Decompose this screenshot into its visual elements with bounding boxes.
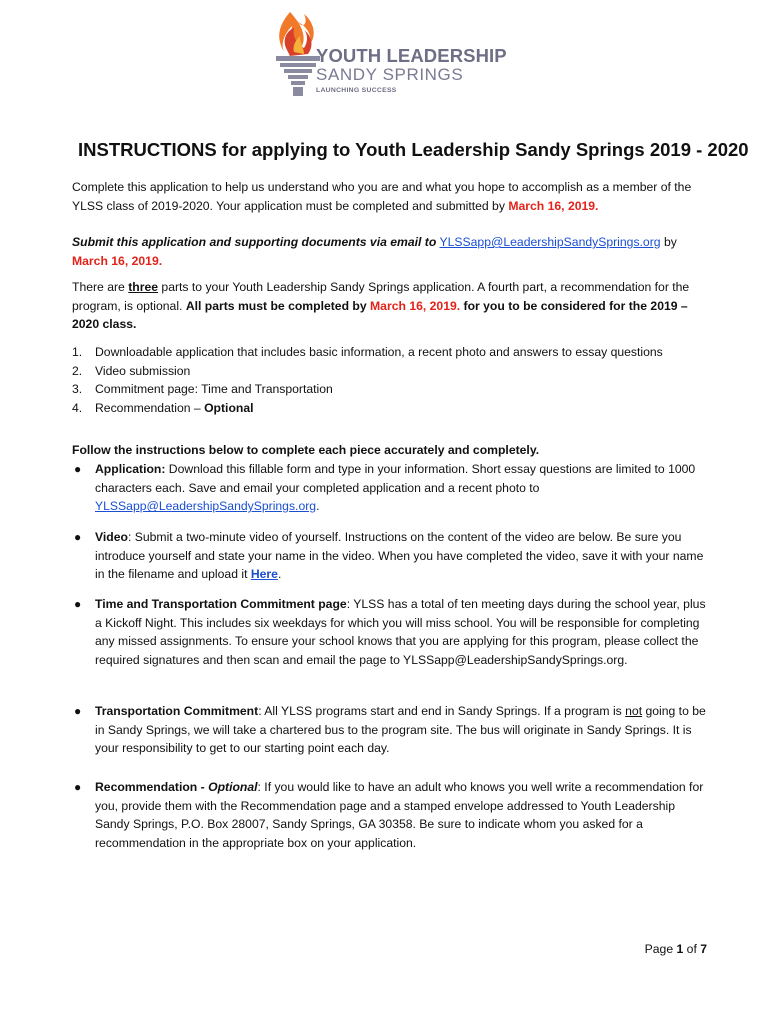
parts-text-1: There are (72, 280, 129, 294)
follow-heading: Follow the instructions below to complete each piece accurately and completely. (72, 443, 540, 457)
logo-line-2: SANDY SPRINGS (316, 65, 464, 84)
bullet-icon: ● (74, 704, 82, 718)
intro-text: Complete this application to help us understand who you are and what you hope to accomplish as a member of the YLSS class of 2019-2020. Your application must be completed and submitted by (72, 180, 692, 213)
numbered-list (72, 343, 712, 417)
bullet-icon: ● (74, 780, 82, 794)
submit-by: by (663, 235, 677, 249)
ylss-logo (268, 8, 518, 100)
page-title: INSTRUCTIONS for applying to Youth Leadership Sandy Springs 2019 - 2020 (78, 139, 749, 160)
page-number: Page 1 of 7 (644, 942, 707, 956)
logo-line-3: LAUNCHING SUCCESS (316, 87, 397, 94)
bullet-recommendation: ● Recommendation - Optional: If you would like to have an adult who knows you well write a recommendation for you, provide them with the Recommendation page and a stamped envelope addressed to Youth Leadership Sandy Springs, P.O. Box 28007, Sandy Springs, GA 30358. Be sure to indicate whom you asked for a recommendation in the appropriate box on your application. (74, 780, 704, 850)
bullet-time-commitment: ● Time and Transportation Commitment page: YLSS has a total of ten meeting days during the school year, plus a Kickoff Night. This includes six weekdays for which you will miss school. You will be responsible for completing any missed assignments. To ensure your school knows that you are applying for this program, please collect the required signatures and then scan and email the page to YLSSapp@LeadershipSandySprings.org. (74, 597, 706, 667)
intro-paragraph (72, 178, 712, 215)
logo-line-1: YOUTH LEADERSHIP (316, 45, 507, 66)
bullet-icon: ● (74, 597, 82, 611)
bullet-video: ● Video: Submit a two-minute video of yourself. Instructions on the content of the video are below. Be sure you introduce yourself and state your name in the video. When you have completed the video, save it with your name in the filename and upload it Here. (74, 530, 704, 582)
submit-email-link[interactable]: YLSSapp@LeadershipSandySprings.org (439, 235, 661, 249)
intro-deadline: March 16, 2019. (508, 198, 599, 213)
submit-deadline: March 16, 2019. (72, 253, 163, 268)
application-email-link[interactable]: YLSSapp@LeadershipSandySprings.org (95, 499, 317, 514)
parts-paragraph (72, 278, 712, 334)
list-item: 2. Video submission (72, 363, 191, 378)
submit-text: Submit this application and supporting documents via email to (72, 235, 437, 249)
parts-deadline: March 16, 2019. (370, 298, 461, 313)
parts-bold-1: All parts must be completed by (185, 298, 371, 313)
parts-text-2: parts to your Youth Leadership Sandy Springs application. A fourth part, a recommendation for the program, is optional. (72, 280, 690, 313)
list-item: 3. Commitment page: Time and Transportation (72, 382, 333, 397)
bullet-icon: ● (74, 462, 82, 476)
bullet-transportation: ● Transportation Commitment: All YLSS programs start and end in Sandy Springs. If a program is not going to be in Sandy Springs, we will take a chartered bus to the program site. The bus will originate in Sandy Springs. It is your responsibility to get to our starting point each day. (74, 704, 706, 756)
bullet-icon: ● (74, 530, 82, 544)
parts-bold-2: for you to be considered for the 2019 – 2020 class. (72, 298, 688, 332)
list-item: 1. Downloadable application that includes basic information, a recent photo and answers to essay questions (72, 345, 663, 359)
parts-three: three (128, 280, 159, 294)
submit-paragraph (72, 233, 712, 270)
video-upload-link[interactable]: Here (250, 567, 278, 582)
list-item: 4. Recommendation – Optional (72, 400, 254, 415)
bullet-application: ● Application: Download this fillable form and type in your information. Short essay questions are limited to 1000 characters each. Save and email your completed application and a recent photo to YLSSapp@LeadershipSandySprings.org. (74, 462, 696, 514)
